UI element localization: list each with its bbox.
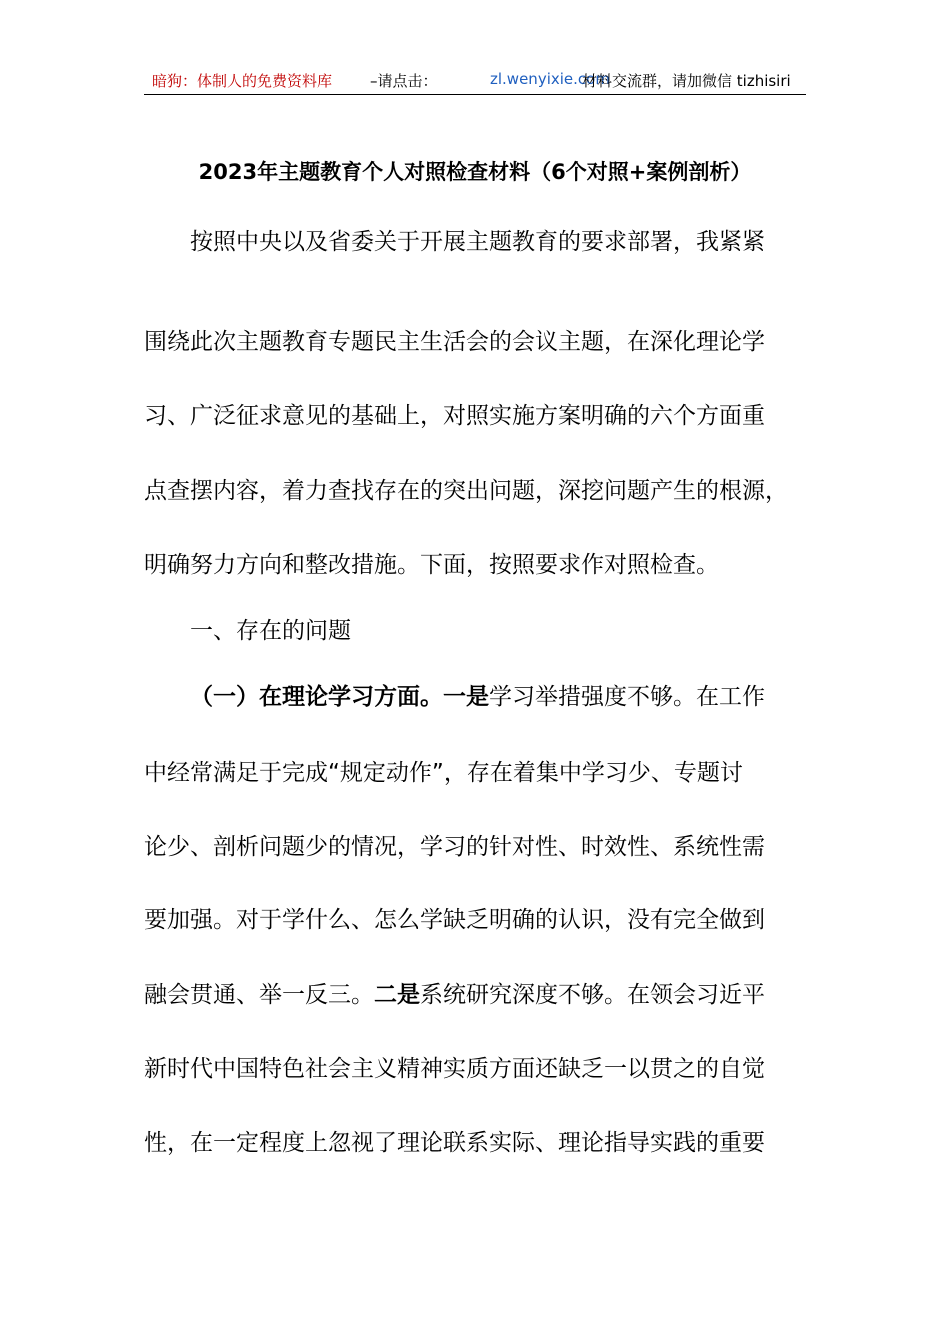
section-heading: 一、存在的问题 (190, 618, 351, 644)
header-url-link[interactable]: zl.wenyixie.com (490, 70, 610, 88)
paragraph-text: 系统研究深度不够。在领会习近平 (420, 982, 765, 1008)
point-marker: 二是 (374, 982, 420, 1008)
paragraph-line: 中经常满足于完成“规定动作”，存在着集中学习少、专题讨 (144, 760, 743, 786)
paragraph-text: 学习举措强度不够。在工作 (489, 684, 765, 710)
paragraph-line: 按照中央以及省委关于开展主题教育的要求部署，我紧紧 (190, 229, 765, 255)
paragraph-line: 习、广泛征求意见的基础上，对照实施方案明确的六个方面重 (144, 403, 765, 429)
paragraph-text: 融会贯通、举一反三。 (144, 982, 374, 1008)
page-header (144, 66, 806, 95)
paragraph-line: 新时代中国特色社会主义精神实质方面还缺乏一以贯之的自觉 (144, 1056, 765, 1082)
paragraph-line: 性，在一定程度上忽视了理论联系实际、理论指导实践的重要 (144, 1130, 765, 1156)
paragraph-line: 要加强。对于学什么、怎么学缺乏明确的认识，没有完全做到 (144, 907, 765, 933)
paragraph-line: 明确努力方向和整改措施。下面，按照要求作对照检查。 (144, 552, 719, 578)
paragraph-line (190, 677, 765, 717)
paragraph-line: 围绕此次主题教育专题民主生活会的会议主题，在深化理论学 (144, 329, 765, 355)
header-wechat-text: 材料交流群，请加微信 tizhisiri (582, 72, 791, 90)
paragraph-line (144, 975, 765, 1015)
paragraph-line: 点查摆内容，着力查找存在的突出问题，深挖问题产生的根源， (144, 478, 788, 504)
subsection-heading: （一）在理论学习方面。一是 (190, 684, 489, 710)
header-click-prompt: –请点击： (370, 72, 438, 90)
paragraph-line: 论少、剖析问题少的情况，学习的针对性、时效性、系统性需 (144, 834, 765, 860)
header-promo-text: 暗狗：体制人的免费资料库 (152, 72, 333, 90)
document-title: 2023年主题教育个人对照检查材料（6个对照+案例剖析） (198, 160, 752, 184)
